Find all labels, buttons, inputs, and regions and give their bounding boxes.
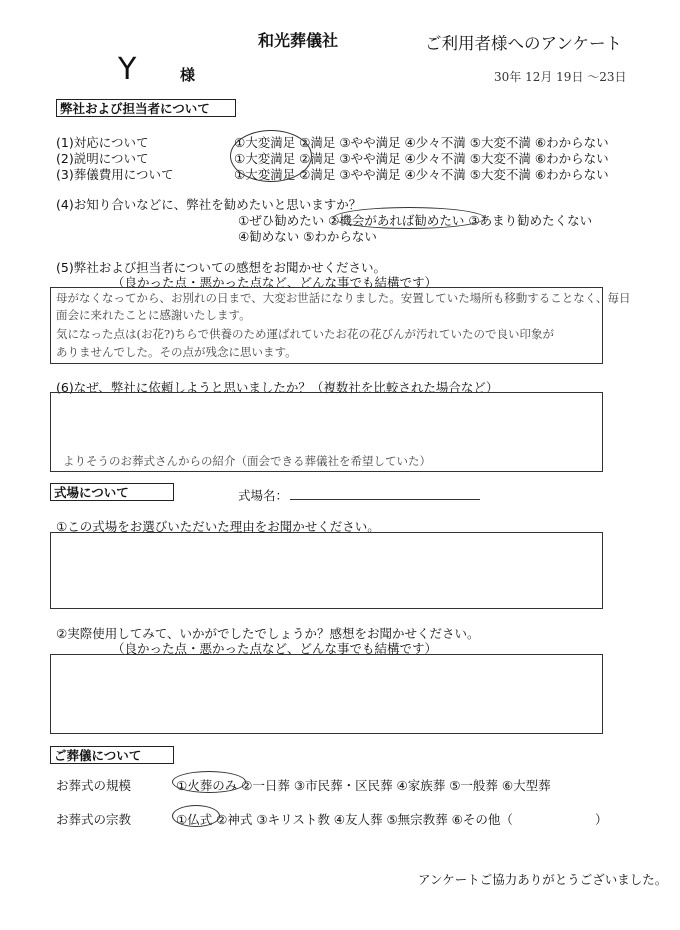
q3-label: (3)葬儀費用について <box>56 167 174 182</box>
section-venue-title: 式場について <box>50 483 174 501</box>
q4-selected-circle <box>333 207 485 229</box>
venue-q1-label: ①この式場をお選びいただいた理由をお聞かせください。 <box>56 519 380 534</box>
venue-name-label: 式場名： <box>238 488 289 503</box>
q5-label: (5)弊社および担当者についての感想をお聞かせください。 <box>56 260 386 275</box>
q6-label: (6)なぜ、弊社に依頼しようと思いましたか？（複数社を比較された場合など） <box>56 380 499 395</box>
q4-options-line1[interactable]: ①ぜひ勧めたい ②機会があれば勧めたい ③あまり勧めたくない <box>238 213 593 228</box>
scale-selected-circle <box>172 771 246 793</box>
q1-options[interactable]: ①大変満足 ②満足 ③やや満足 ④少々不満 ⑤大変不満 ⑥わからない <box>234 135 609 150</box>
q4-label: (4)お知り合いなどに、弊社を勧めたいと思いますか？ <box>56 197 362 212</box>
venue-q2-sub: （良かった点・悪かった点など、どんな事でも結構です） <box>112 641 438 656</box>
venue-q1-answer-box[interactable] <box>50 532 603 609</box>
company-name: 和光葬儀社 <box>258 31 339 50</box>
funeral-religion-options[interactable]: ①仏式 ②神式 ③キリスト教 ④友人葬 ⑤無宗教葬 ⑥その他（ <box>176 812 513 827</box>
q5-answer-box[interactable] <box>50 287 631 364</box>
q5-answer-line4: ありませんでした。その点が残念に思います。 <box>56 345 297 359</box>
honorific: 様 <box>180 66 196 84</box>
q5-answer-line3: 気になった点は(お花?)ちらで供養のため運ばれていたお花の花びんが汚れていたので良い印象が <box>56 327 555 341</box>
section-funeral-title: ご葬儀について <box>50 746 174 764</box>
selected-answer-circle <box>230 130 312 182</box>
q5-answer-line2: 面会に来れたことに感謝いたします。 <box>56 308 251 322</box>
religion-other-close: ） <box>595 812 608 827</box>
q3-options[interactable]: ①大変満足 ②満足 ③やや満足 ④少々不満 ⑤大変不満 ⑥わからない <box>234 167 609 182</box>
survey-title: ご利用者様へのアンケート <box>425 34 623 53</box>
venue-name-line[interactable] <box>290 499 480 500</box>
customer-name: Y <box>118 52 137 87</box>
q5-sub: （良かった点・悪かった点など、どんな事でも結構です） <box>112 275 438 290</box>
section-company-staff-title: 弊社および担当者について <box>56 99 236 117</box>
q6-answer-box[interactable] <box>50 392 603 472</box>
q6-answer: よりそうのお葬式さんからの紹介（面会できる葬儀社を希望していた） <box>63 454 431 468</box>
q2-options[interactable]: ①大変満足 ②満足 ③やや満足 ④少々不満 ⑤大変不満 ⑥わからない <box>234 151 609 166</box>
q5-answer-line1: 母がなくなってから、お別れの日まで、大変お世話になりました。安置していた場所も移動することなく、毎日 <box>56 291 631 305</box>
venue-q2-answer-box[interactable] <box>50 654 603 734</box>
venue-q2-label: ②実際使用してみて、いかがでしたでしょうか？感想をお聞かせください。 <box>56 626 480 641</box>
funeral-religion-label: お葬式の宗教 <box>56 812 132 827</box>
q2-label: (2)説明について <box>56 151 149 166</box>
religion-selected-circle <box>172 805 220 827</box>
funeral-scale-label: お葬式の規模 <box>56 778 132 793</box>
funeral-scale-options[interactable]: ①火葬のみ ②一日葬 ③市民葬・区民葬 ④家族葬 ⑤一般葬 ⑥大型葬 <box>176 778 551 793</box>
q4-options-line2[interactable]: ④勧めない ⑤わからない <box>238 229 377 244</box>
thank-you-note: アンケートご協力ありがとうございました。 <box>418 872 668 887</box>
q1-label: (1)対応について <box>56 135 149 150</box>
survey-date: 30年 12月 19日 〜23日 <box>494 70 627 84</box>
